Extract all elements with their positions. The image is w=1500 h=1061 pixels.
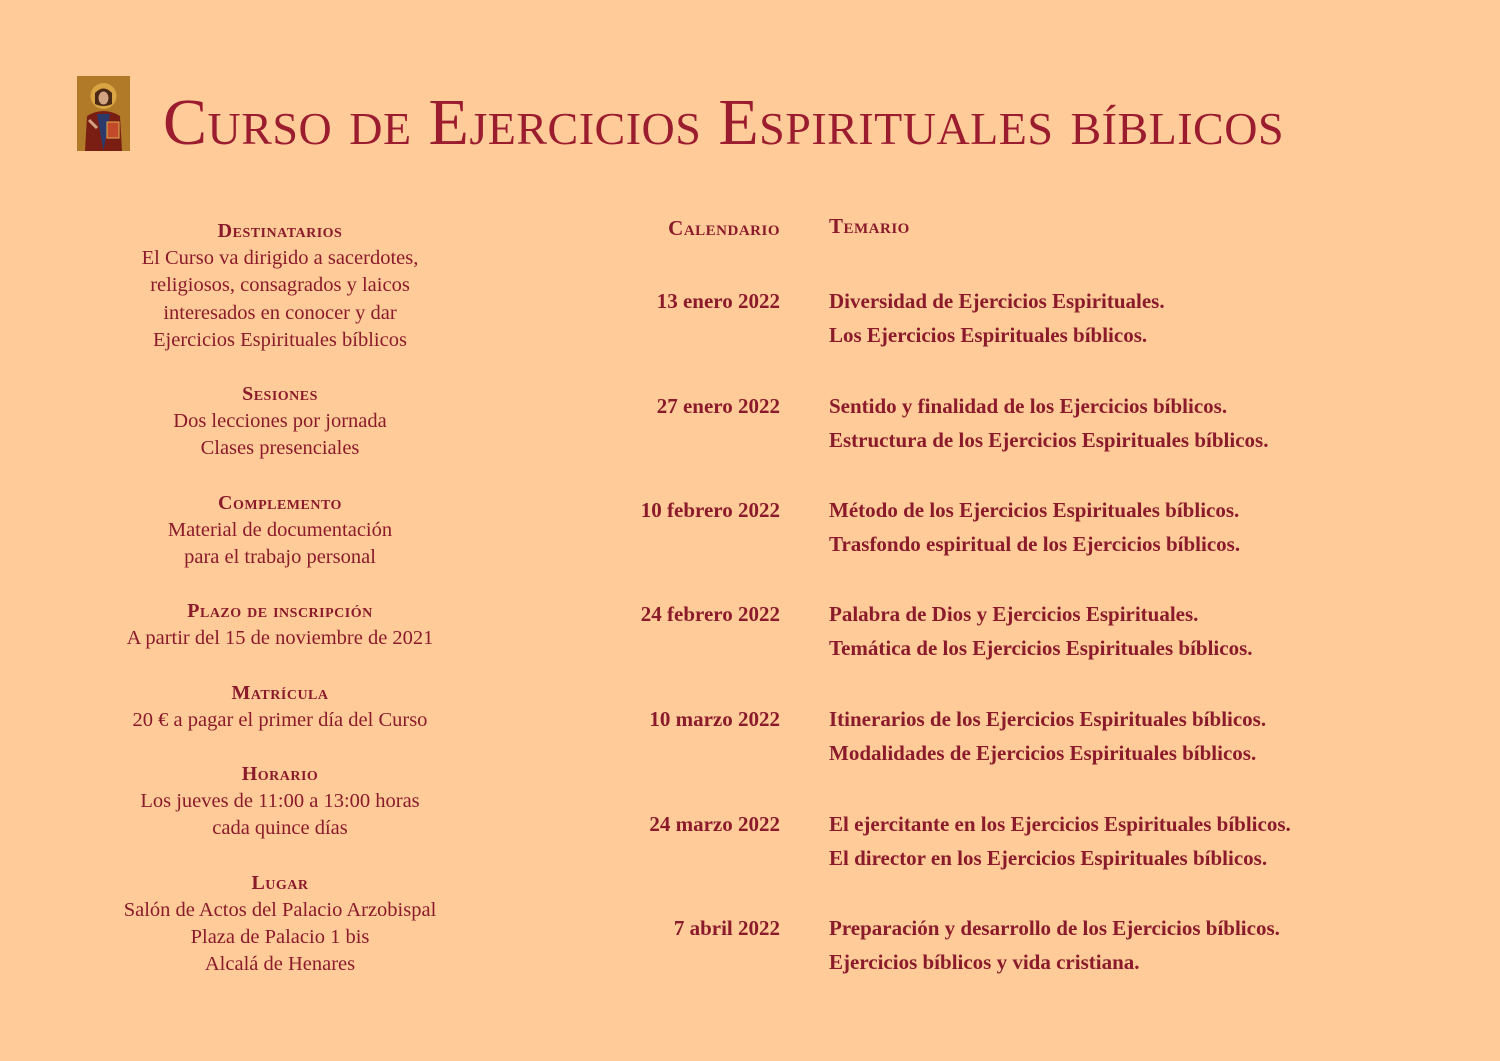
section-heading: Matrícula (231, 681, 329, 704)
calendar-heading: Calendario (668, 216, 780, 240)
session-date: 24 febrero 2022 (640, 602, 780, 626)
topic-line: Estructura de los Ejercicios Espirituales bíblicos. (829, 428, 1269, 452)
christ-icon-image (77, 76, 130, 151)
topic-line: Los Ejercicios Espirituales bíblicos. (829, 323, 1148, 347)
topic-line: El director en los Ejercicios Espirituales bíblicos. (829, 846, 1268, 870)
schedule-row (0, 284, 1500, 354)
topic-line: Diversidad de Ejercicios Espirituales. (829, 289, 1165, 313)
section-heading: Plazo de inscripción (187, 600, 373, 623)
topic-line: Sentido y finalidad de los Ejercicios bíblicos. (829, 394, 1228, 418)
session-date: 10 febrero 2022 (640, 498, 780, 522)
temario-heading: Temario (829, 214, 910, 238)
session-date: 27 enero 2022 (656, 394, 780, 418)
topic-line: Temática de los Ejercicios Espirituales bíblicos. (829, 636, 1253, 660)
section-heading: Destinatarios (217, 220, 343, 242)
section-line: Material de documentación (167, 518, 393, 541)
session-topics (829, 389, 1469, 457)
topic-line: Modalidades de Ejercicios Espirituales bíblicos. (829, 741, 1257, 765)
schedule-row (0, 597, 1500, 667)
topic-line: Método de los Ejercicios Espirituales bíblicos. (829, 498, 1240, 522)
section-line: Ejercicios Espirituales bíblicos (153, 328, 407, 351)
section-line: Salón de Actos del Palacio Arzobispal (123, 898, 437, 921)
section-line: Dos lecciones por jornada (173, 410, 387, 433)
section-line: religiosos, consagrados y laicos (150, 274, 410, 297)
topic-line: Trasfondo espiritual de los Ejercicios bíblicos. (829, 532, 1241, 556)
section-line: para el trabajo personal (184, 546, 376, 569)
session-topics (829, 284, 1469, 352)
section-line: El Curso va dirigido a sacerdotes, (141, 247, 419, 270)
page-title: Curso de Ejercicios Espirituales bíblicos (163, 86, 1285, 159)
section-line: 20 € a pagar el primer día del Curso (132, 708, 428, 731)
session-date: 10 marzo 2022 (649, 707, 780, 731)
section-line: A partir del 15 de noviembre de 2021 (126, 627, 434, 650)
section-heading: Horario (241, 763, 319, 786)
topic-line: Preparación y desarrollo de los Ejercicios bíblicos. (829, 916, 1280, 940)
section-line: cada quince días (212, 817, 348, 840)
topic-line: El ejercitante en los Ejercicios Espirituales bíblicos. (829, 812, 1291, 836)
christ-icon-graphic (77, 76, 130, 151)
topic-line: Ejercicios bíblicos y vida cristiana. (829, 950, 1140, 974)
section-heading: Complemento (218, 491, 342, 514)
session-topics (829, 493, 1469, 561)
schedule-row (0, 702, 1500, 772)
section-heading: Lugar (251, 871, 309, 894)
topic-line: Palabra de Dios y Ejercicios Espirituales. (829, 602, 1199, 626)
section-line: Clases presenciales (200, 437, 360, 460)
section-line: interesados en conocer y dar (163, 301, 397, 324)
section-line: Plaza de Palacio 1 bis (190, 926, 370, 949)
session-date: 13 enero 2022 (656, 289, 780, 313)
topic-line: Itinerarios de los Ejercicios Espirituales bíblicos. (829, 707, 1267, 731)
schedule-row (0, 911, 1500, 981)
section-heading: Sesiones (242, 383, 318, 406)
session-date: 7 abril 2022 (673, 916, 780, 940)
session-topics (829, 597, 1469, 665)
section-line: Alcalá de Henares (204, 953, 356, 976)
schedule-row (0, 493, 1500, 563)
session-topics (829, 702, 1469, 770)
schedule-row (0, 807, 1500, 877)
session-date: 24 marzo 2022 (649, 812, 780, 836)
session-topics (829, 807, 1469, 875)
session-topics (829, 911, 1469, 979)
schedule-row (0, 389, 1500, 459)
section-line: Los jueves de 11:00 a 13:00 horas (140, 790, 420, 813)
